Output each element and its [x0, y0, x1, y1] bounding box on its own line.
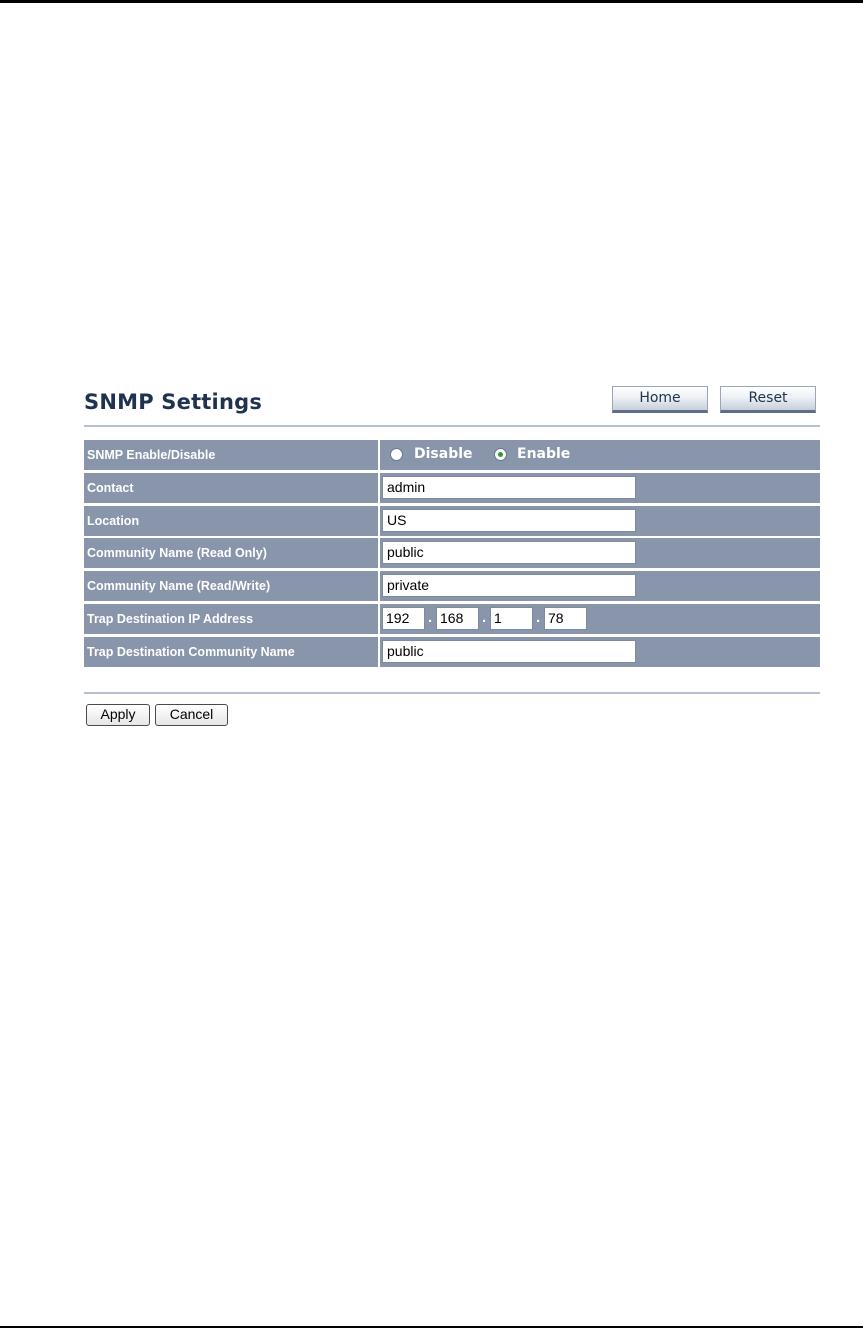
row-trap-ip	[84, 604, 820, 634]
community-ro-label: Community Name (Read Only)	[84, 538, 378, 568]
trap-ip-octet-1[interactable]: 192	[382, 607, 425, 630]
page-top-rule	[0, 0, 863, 3]
ip-dot-separator: .	[428, 608, 433, 626]
ip-dot-separator: .	[536, 608, 541, 626]
row-community-rw	[84, 571, 820, 601]
page-title: SNMP Settings	[84, 390, 263, 414]
contact-label: Contact	[84, 473, 378, 503]
community-ro-input[interactable]: public	[382, 541, 636, 564]
contact-input[interactable]: admin	[382, 476, 636, 499]
disable-radio-label[interactable]: Disable	[414, 446, 473, 462]
title-divider	[84, 425, 820, 427]
trap-ip-octet-4[interactable]: 78	[544, 607, 587, 630]
location-input[interactable]: US	[382, 509, 636, 532]
trap-ip-octet-3[interactable]: 1	[490, 607, 533, 630]
apply-button[interactable]: Apply	[86, 704, 150, 726]
trap-ip-octet-2[interactable]: 168	[436, 607, 479, 630]
community-rw-input[interactable]: private	[382, 574, 636, 597]
reset-button[interactable]: Reset	[720, 386, 816, 413]
trap-ip-label: Trap Destination IP Address	[84, 604, 378, 634]
row-snmp-enable	[84, 440, 820, 470]
enable-radio-label[interactable]: Enable	[517, 446, 571, 462]
location-label: Location	[84, 506, 378, 536]
page-bottom-rule	[0, 1326, 863, 1328]
row-contact	[84, 473, 820, 503]
trap-community-input[interactable]: public	[382, 640, 636, 663]
enable-radio[interactable]	[494, 448, 507, 461]
trap-community-label: Trap Destination Community Name	[84, 637, 378, 667]
snmp-settings-table	[84, 440, 820, 670]
snmp-enable-label: SNMP Enable/Disable	[84, 440, 378, 470]
row-trap-community	[84, 637, 820, 667]
community-rw-label: Community Name (Read/Write)	[84, 571, 378, 601]
home-button[interactable]: Home	[612, 386, 708, 413]
disable-radio[interactable]	[390, 448, 403, 461]
form-divider	[84, 692, 820, 694]
row-location	[84, 506, 820, 536]
row-community-ro	[84, 538, 820, 568]
ip-dot-separator: .	[482, 608, 487, 626]
cancel-button[interactable]: Cancel	[155, 704, 228, 726]
